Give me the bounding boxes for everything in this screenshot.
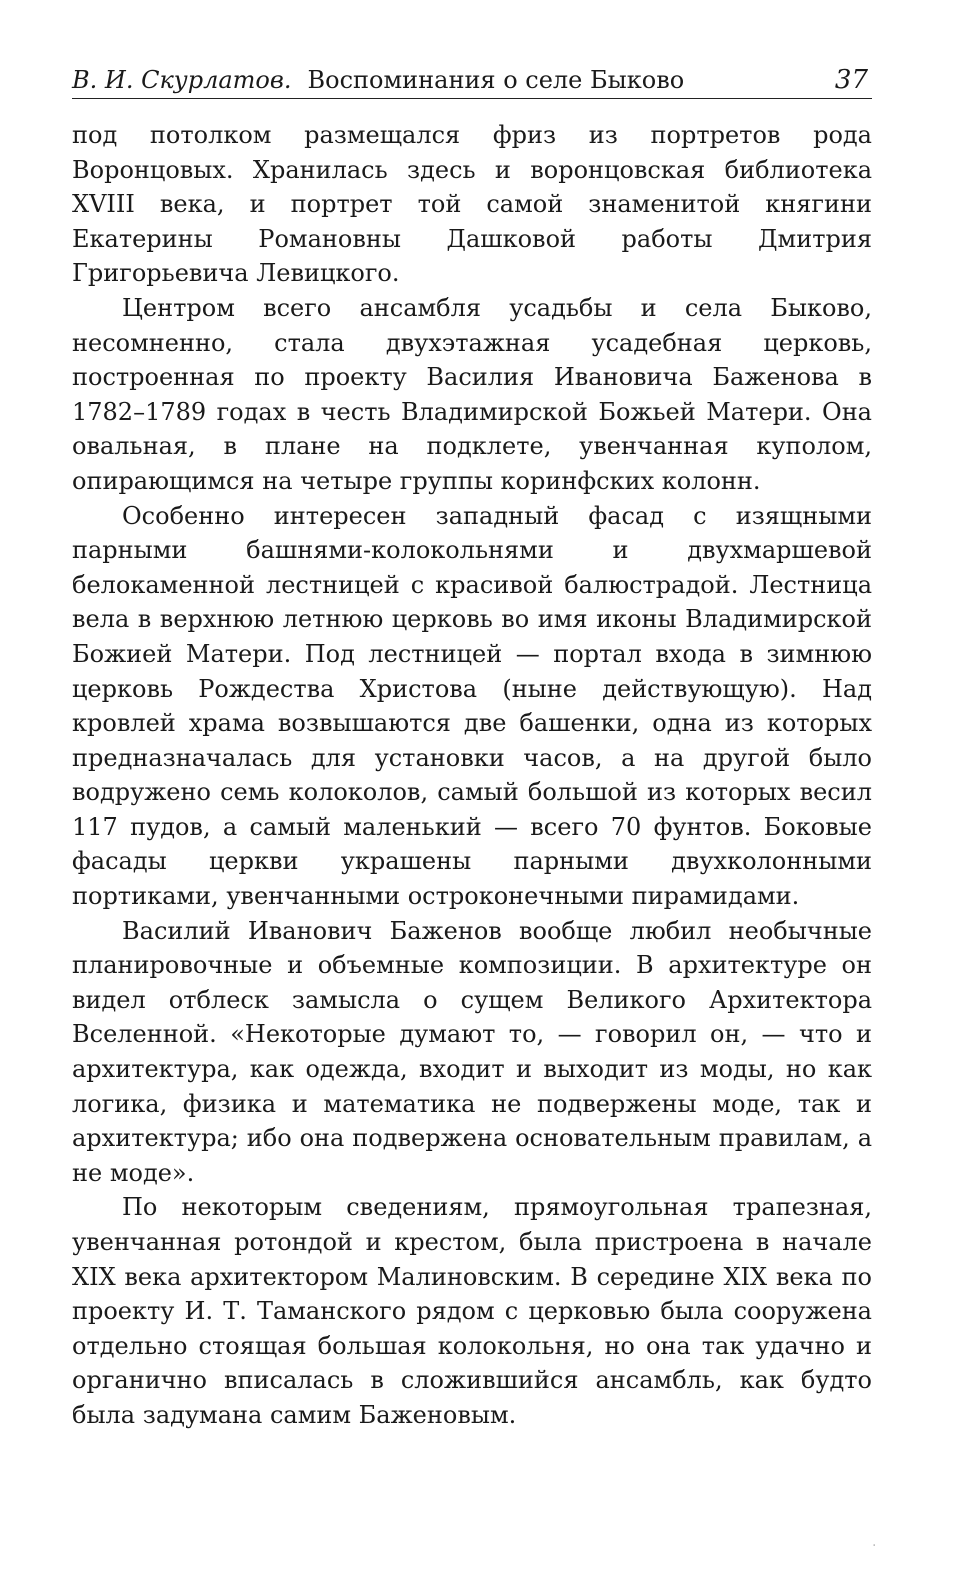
paragraph-2: Центром всего ансамбля усадьбы и села Быково, несомненно, стала двухэтажная усадебная церковь, построенная по проекту Василия Ивановича Баженова в 1782–1789 годах в честь Владимирской Божьей Матери. Она овальная, в плане на подклете, увенчанная куполом, опирающимся на четыре группы коринфских колонн. [72, 293, 872, 495]
page-number: 37 [834, 65, 868, 95]
running-head [72, 62, 872, 99]
paragraph-4: Василий Иванович Баженов вообще любил необычные планировочные и объемные композиции. В архитектуре он видел отблеск замысла о сущем Великого Архитектора Вселенной. «Некоторые думают то, — говорил он, — что и архитектура, как одежда, входит и выходит из моды, но как логика, физика и математика не подвержены моде, так и архитектура; ибо она подвержена основательным правилам, а не моде». [72, 916, 872, 1187]
scan-speck: · [872, 1538, 877, 1554]
paragraph-3: Особенно интересен западный фасад с изящными парными башнями-колокольнями и двухмаршевой белокаменной лестницей с красивой балюстрадой. Лестница вела в верхнюю летнюю церковь во имя иконы Владимирской Божией Матери. Под лестницей — портал входа в зимнюю церковь Рождества Христова (ныне действующую). Над кровлей храма возвышаются две башенки, одна из которых предназначалась для установки часов, а на другой было водружено семь колоколов, самый большой из которых весил 117 пудов, а самый маленький — всего 70 фунтов. Боковые фасады церкви украшены парными двухколонными портиками, увенчанными остроконечными пирамидами. [72, 501, 872, 911]
header-author: В. И. Скурлатов. [72, 66, 292, 94]
header-title: Воспоминания о селе Быково [307, 66, 685, 94]
paragraph-1: под потолком размещался фриз из портретов рода Воронцовых. Хранилась здесь и воронцовская библиотека XVIII века, и портрет той самой знаменитой княгини Екатерины Романовны Дашковой работы Дмитрия Григорьевича Левицкого. [72, 121, 872, 288]
paragraph-5: По некоторым сведениям, прямоугольная трапезная, увенчанная ротондой и крестом, была пристроена в начале XIX века архитектором Малиновским. В середине XIX века по проекту И. Т. Таманского рядом с церковью была сооружена отдельно стоящая большая колокольня, но она так удачно и органично вписалась в сложившийся ансамбль, как будто была задумана самим Баженовым. [72, 1193, 872, 1429]
body-text [72, 118, 872, 1433]
